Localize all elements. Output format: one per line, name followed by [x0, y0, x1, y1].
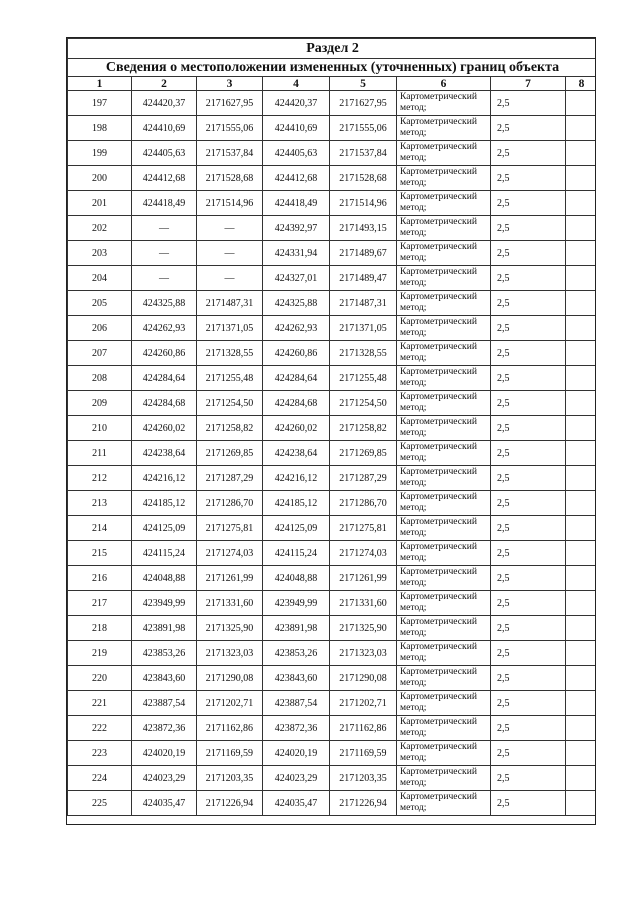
point-number-cell: 210 [68, 416, 132, 441]
point-number-cell: 224 [68, 766, 132, 791]
old-y-cell: 2171528,68 [197, 166, 263, 191]
old-y-cell: 2171169,59 [197, 741, 263, 766]
method-cell: Картометрический метод; [397, 516, 491, 541]
point-number-cell: 204 [68, 266, 132, 291]
note-cell [566, 216, 597, 241]
new-x-cell: 424260,02 [263, 416, 330, 441]
accuracy-cell: 2,5 [491, 466, 566, 491]
table-row [68, 191, 597, 216]
table-row [68, 766, 597, 791]
old-x-cell: 424185,12 [132, 491, 197, 516]
table-row [68, 141, 597, 166]
table-row [68, 491, 597, 516]
new-x-cell: 424260,86 [263, 341, 330, 366]
old-y-cell: — [197, 241, 263, 266]
method-cell: Картометрический метод; [397, 466, 491, 491]
method-cell: Картометрический метод; [397, 716, 491, 741]
point-number-cell: 212 [68, 466, 132, 491]
accuracy-cell: 2,5 [491, 791, 566, 816]
note-cell [566, 666, 597, 691]
old-x-cell: 424216,12 [132, 466, 197, 491]
note-cell [566, 741, 597, 766]
method-cell: Картометрический метод; [397, 291, 491, 316]
old-x-cell: — [132, 241, 197, 266]
method-cell: Картометрический метод; [397, 116, 491, 141]
old-y-cell: 2171555,06 [197, 116, 263, 141]
note-cell [566, 516, 597, 541]
old-x-cell: 424284,68 [132, 391, 197, 416]
new-y-cell: 2171290,08 [330, 666, 397, 691]
old-y-cell: — [197, 266, 263, 291]
accuracy-cell: 2,5 [491, 341, 566, 366]
old-x-cell: 424238,64 [132, 441, 197, 466]
table-row [68, 241, 597, 266]
new-x-cell: 424327,01 [263, 266, 330, 291]
section-subtitle: Сведения о местоположении измененных (уточненных) границ объекта [68, 59, 597, 77]
new-y-cell: 2171489,67 [330, 241, 397, 266]
new-y-cell: 2171169,59 [330, 741, 397, 766]
old-y-cell: 2171514,96 [197, 191, 263, 216]
old-x-cell: 424325,88 [132, 291, 197, 316]
table-row [68, 466, 597, 491]
column-number: 5 [330, 77, 397, 91]
old-x-cell: 424115,24 [132, 541, 197, 566]
note-cell [566, 716, 597, 741]
accuracy-cell: 2,5 [491, 541, 566, 566]
new-x-cell: 423853,26 [263, 641, 330, 666]
new-x-cell: 424216,12 [263, 466, 330, 491]
note-cell [566, 141, 597, 166]
note-cell [566, 616, 597, 641]
accuracy-cell: 2,5 [491, 741, 566, 766]
table-row [68, 641, 597, 666]
point-number-cell: 207 [68, 341, 132, 366]
old-y-cell: 2171371,05 [197, 316, 263, 341]
point-number-cell: 216 [68, 566, 132, 591]
method-cell: Картометрический метод; [397, 341, 491, 366]
method-cell: Картометрический метод; [397, 391, 491, 416]
point-number-cell: 211 [68, 441, 132, 466]
point-number-cell: 202 [68, 216, 132, 241]
new-y-cell: 2171286,70 [330, 491, 397, 516]
table-row [68, 166, 597, 191]
old-x-cell: 424260,02 [132, 416, 197, 441]
point-number-cell: 213 [68, 491, 132, 516]
table-row [68, 516, 597, 541]
table-row [68, 716, 597, 741]
method-cell: Картометрический метод; [397, 366, 491, 391]
new-x-cell: 424185,12 [263, 491, 330, 516]
accuracy-cell: 2,5 [491, 591, 566, 616]
new-x-cell: 423891,98 [263, 616, 330, 641]
note-cell [566, 341, 597, 366]
new-y-cell: 2171528,68 [330, 166, 397, 191]
old-x-cell: 424418,49 [132, 191, 197, 216]
old-y-cell: 2171537,84 [197, 141, 263, 166]
method-cell: Картометрический метод; [397, 491, 491, 516]
new-y-cell: 2171202,71 [330, 691, 397, 716]
note-cell [566, 366, 597, 391]
old-x-cell: — [132, 216, 197, 241]
table-row [68, 291, 597, 316]
point-number-cell: 200 [68, 166, 132, 191]
new-y-cell: 2171287,29 [330, 466, 397, 491]
new-y-cell: 2171162,86 [330, 716, 397, 741]
accuracy-cell: 2,5 [491, 316, 566, 341]
old-y-cell: 2171274,03 [197, 541, 263, 566]
table-row [68, 741, 597, 766]
accuracy-cell: 2,5 [491, 516, 566, 541]
method-cell: Картометрический метод; [397, 441, 491, 466]
new-y-cell: 2171261,99 [330, 566, 397, 591]
note-cell [566, 441, 597, 466]
note-cell [566, 266, 597, 291]
note-cell [566, 241, 597, 266]
old-x-cell: 424125,09 [132, 516, 197, 541]
new-y-cell: 2171203,35 [330, 766, 397, 791]
old-y-cell: 2171331,60 [197, 591, 263, 616]
new-x-cell: 423949,99 [263, 591, 330, 616]
table-row [68, 616, 597, 641]
section-subtitle-row [68, 59, 597, 77]
column-number: 3 [197, 77, 263, 91]
section-title: Раздел 2 [68, 39, 597, 59]
accuracy-cell: 2,5 [491, 366, 566, 391]
column-number-row [68, 77, 597, 91]
old-x-cell: 423891,98 [132, 616, 197, 641]
note-cell [566, 391, 597, 416]
old-y-cell: 2171287,29 [197, 466, 263, 491]
accuracy-cell: 2,5 [491, 491, 566, 516]
point-number-cell: 220 [68, 666, 132, 691]
old-y-cell: 2171258,82 [197, 416, 263, 441]
column-number: 7 [491, 77, 566, 91]
new-x-cell: 424020,19 [263, 741, 330, 766]
new-y-cell: 2171514,96 [330, 191, 397, 216]
accuracy-cell: 2,5 [491, 666, 566, 691]
old-y-cell: 2171290,08 [197, 666, 263, 691]
old-x-cell: 424412,68 [132, 166, 197, 191]
note-cell [566, 541, 597, 566]
new-x-cell: 424420,37 [263, 91, 330, 116]
new-y-cell: 2171325,90 [330, 616, 397, 641]
new-x-cell: 423887,54 [263, 691, 330, 716]
new-y-cell: 2171269,85 [330, 441, 397, 466]
note-cell [566, 641, 597, 666]
old-y-cell: 2171328,55 [197, 341, 263, 366]
accuracy-cell: 2,5 [491, 416, 566, 441]
point-number-cell: 219 [68, 641, 132, 666]
point-number-cell: 208 [68, 366, 132, 391]
old-y-cell: 2171254,50 [197, 391, 263, 416]
old-y-cell: 2171323,03 [197, 641, 263, 666]
point-number-cell: 222 [68, 716, 132, 741]
old-x-cell: 424262,93 [132, 316, 197, 341]
new-y-cell: 2171331,60 [330, 591, 397, 616]
new-x-cell: 424115,24 [263, 541, 330, 566]
new-x-cell: 424412,68 [263, 166, 330, 191]
point-number-cell: 203 [68, 241, 132, 266]
old-x-cell: 424405,63 [132, 141, 197, 166]
method-cell: Картометрический метод; [397, 266, 491, 291]
new-x-cell: 424392,97 [263, 216, 330, 241]
method-cell: Картометрический метод; [397, 591, 491, 616]
old-y-cell: 2171275,81 [197, 516, 263, 541]
new-y-cell: 2171627,95 [330, 91, 397, 116]
column-number: 4 [263, 77, 330, 91]
accuracy-cell: 2,5 [491, 266, 566, 291]
point-number-cell: 223 [68, 741, 132, 766]
old-x-cell: 423853,26 [132, 641, 197, 666]
old-x-cell: 424260,86 [132, 341, 197, 366]
old-x-cell: 424410,69 [132, 116, 197, 141]
old-x-cell: — [132, 266, 197, 291]
new-y-cell: 2171323,03 [330, 641, 397, 666]
new-x-cell: 423843,60 [263, 666, 330, 691]
note-cell [566, 766, 597, 791]
accuracy-cell: 2,5 [491, 441, 566, 466]
new-y-cell: 2171226,94 [330, 791, 397, 816]
old-x-cell: 424284,64 [132, 366, 197, 391]
column-number: 8 [566, 77, 597, 91]
new-y-cell: 2171254,50 [330, 391, 397, 416]
old-y-cell: — [197, 216, 263, 241]
note-cell [566, 191, 597, 216]
point-number-cell: 205 [68, 291, 132, 316]
new-y-cell: 2171371,05 [330, 316, 397, 341]
point-number-cell: 214 [68, 516, 132, 541]
old-y-cell: 2171286,70 [197, 491, 263, 516]
new-x-cell: 424035,47 [263, 791, 330, 816]
table-row [68, 541, 597, 566]
old-y-cell: 2171269,85 [197, 441, 263, 466]
point-number-cell: 225 [68, 791, 132, 816]
old-x-cell: 424023,29 [132, 766, 197, 791]
note-cell [566, 591, 597, 616]
old-y-cell: 2171203,35 [197, 766, 263, 791]
method-cell: Картометрический метод; [397, 191, 491, 216]
point-number-cell: 217 [68, 591, 132, 616]
new-x-cell: 423872,36 [263, 716, 330, 741]
accuracy-cell: 2,5 [491, 291, 566, 316]
new-x-cell: 424325,88 [263, 291, 330, 316]
table-row [68, 591, 597, 616]
old-y-cell: 2171325,90 [197, 616, 263, 641]
method-cell: Картометрический метод; [397, 666, 491, 691]
column-number: 1 [68, 77, 132, 91]
accuracy-cell: 2,5 [491, 566, 566, 591]
method-cell: Картометрический метод; [397, 691, 491, 716]
old-y-cell: 2171202,71 [197, 691, 263, 716]
old-y-cell: 2171627,95 [197, 91, 263, 116]
table-row [68, 391, 597, 416]
note-cell [566, 491, 597, 516]
method-cell: Картометрический метод; [397, 541, 491, 566]
old-x-cell: 424020,19 [132, 741, 197, 766]
new-x-cell: 424418,49 [263, 191, 330, 216]
point-number-cell: 199 [68, 141, 132, 166]
new-x-cell: 424284,68 [263, 391, 330, 416]
table-row [68, 266, 597, 291]
column-number: 6 [397, 77, 491, 91]
old-x-cell: 424048,88 [132, 566, 197, 591]
note-cell [566, 466, 597, 491]
accuracy-cell: 2,5 [491, 166, 566, 191]
old-x-cell: 423843,60 [132, 666, 197, 691]
new-x-cell: 424284,64 [263, 366, 330, 391]
old-x-cell: 423872,36 [132, 716, 197, 741]
accuracy-cell: 2,5 [491, 641, 566, 666]
method-cell: Картометрический метод; [397, 91, 491, 116]
method-cell: Картометрический метод; [397, 566, 491, 591]
note-cell [566, 91, 597, 116]
note-cell [566, 791, 597, 816]
accuracy-cell: 2,5 [491, 116, 566, 141]
table-row [68, 691, 597, 716]
boundary-coordinates-table [67, 38, 596, 816]
note-cell [566, 116, 597, 141]
note-cell [566, 566, 597, 591]
accuracy-cell: 2,5 [491, 216, 566, 241]
method-cell: Картометрический метод; [397, 741, 491, 766]
method-cell: Картометрический метод; [397, 316, 491, 341]
method-cell: Картометрический метод; [397, 141, 491, 166]
table-row [68, 566, 597, 591]
accuracy-cell: 2,5 [491, 191, 566, 216]
note-cell [566, 691, 597, 716]
new-x-cell: 424238,64 [263, 441, 330, 466]
old-x-cell: 423949,99 [132, 591, 197, 616]
new-x-cell: 424023,29 [263, 766, 330, 791]
table-row [68, 91, 597, 116]
method-cell: Картометрический метод; [397, 241, 491, 266]
accuracy-cell: 2,5 [491, 241, 566, 266]
new-y-cell: 2171274,03 [330, 541, 397, 566]
method-cell: Картометрический метод; [397, 416, 491, 441]
table-row [68, 341, 597, 366]
new-y-cell: 2171258,82 [330, 416, 397, 441]
accuracy-cell: 2,5 [491, 391, 566, 416]
old-y-cell: 2171226,94 [197, 791, 263, 816]
accuracy-cell: 2,5 [491, 691, 566, 716]
new-y-cell: 2171493,15 [330, 216, 397, 241]
note-cell [566, 316, 597, 341]
old-x-cell: 424035,47 [132, 791, 197, 816]
point-number-cell: 221 [68, 691, 132, 716]
old-y-cell: 2171261,99 [197, 566, 263, 591]
new-y-cell: 2171328,55 [330, 341, 397, 366]
method-cell: Картометрический метод; [397, 216, 491, 241]
section-title-row [68, 39, 597, 59]
note-cell [566, 166, 597, 191]
old-x-cell: 423887,54 [132, 691, 197, 716]
method-cell: Картометрический метод; [397, 166, 491, 191]
new-y-cell: 2171555,06 [330, 116, 397, 141]
old-x-cell: 424420,37 [132, 91, 197, 116]
new-x-cell: 424410,69 [263, 116, 330, 141]
column-number: 2 [132, 77, 197, 91]
new-y-cell: 2171537,84 [330, 141, 397, 166]
method-cell: Картометрический метод; [397, 791, 491, 816]
method-cell: Картометрический метод; [397, 641, 491, 666]
new-x-cell: 424262,93 [263, 316, 330, 341]
accuracy-cell: 2,5 [491, 141, 566, 166]
table-row [68, 316, 597, 341]
point-number-cell: 206 [68, 316, 132, 341]
point-number-cell: 209 [68, 391, 132, 416]
table-row [68, 216, 597, 241]
new-y-cell: 2171255,48 [330, 366, 397, 391]
old-y-cell: 2171162,86 [197, 716, 263, 741]
new-y-cell: 2171275,81 [330, 516, 397, 541]
table-row [68, 441, 597, 466]
point-number-cell: 201 [68, 191, 132, 216]
accuracy-cell: 2,5 [491, 91, 566, 116]
boundary-section-sheet [66, 37, 596, 825]
old-y-cell: 2171255,48 [197, 366, 263, 391]
old-y-cell: 2171487,31 [197, 291, 263, 316]
table-row [68, 116, 597, 141]
note-cell [566, 416, 597, 441]
table-row [68, 366, 597, 391]
method-cell: Картометрический метод; [397, 616, 491, 641]
new-x-cell: 424125,09 [263, 516, 330, 541]
note-cell [566, 291, 597, 316]
method-cell: Картометрический метод; [397, 766, 491, 791]
new-x-cell: 424405,63 [263, 141, 330, 166]
new-x-cell: 424048,88 [263, 566, 330, 591]
accuracy-cell: 2,5 [491, 766, 566, 791]
new-x-cell: 424331,94 [263, 241, 330, 266]
point-number-cell: 218 [68, 616, 132, 641]
table-row [68, 666, 597, 691]
table-row [68, 416, 597, 441]
new-y-cell: 2171487,31 [330, 291, 397, 316]
accuracy-cell: 2,5 [491, 616, 566, 641]
new-y-cell: 2171489,47 [330, 266, 397, 291]
point-number-cell: 198 [68, 116, 132, 141]
accuracy-cell: 2,5 [491, 716, 566, 741]
table-row [68, 791, 597, 816]
point-number-cell: 197 [68, 91, 132, 116]
point-number-cell: 215 [68, 541, 132, 566]
